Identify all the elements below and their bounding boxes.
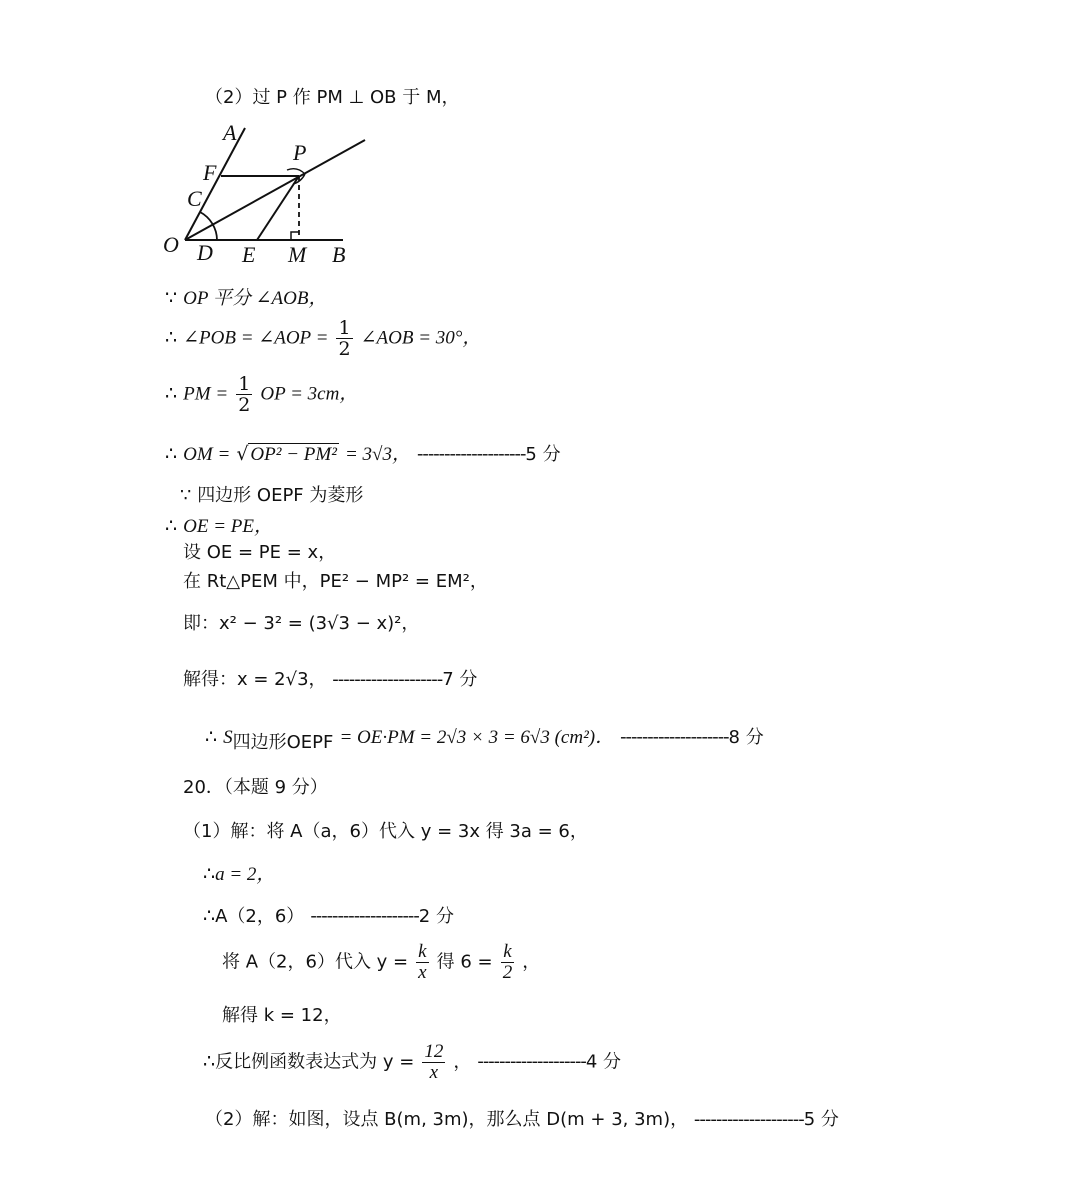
q20-function-expression: ∴反比例函数表达式为 y = $\frac{12}{x}$ ， --------------------4 分 (203, 1041, 622, 1083)
label-B: B (332, 242, 346, 267)
step-area: ∴ $S_{四边形OEPF} = OE\cdot PM = 2√3 \times 3 = 6√3$ (cm²)． --------------------8 分 (205, 726, 764, 753)
question-20-title: 20．（本题 9 分） (183, 777, 328, 798)
score-dashes: -------------------- (310, 905, 419, 927)
label-C: C (187, 186, 202, 211)
geometry-figure (155, 118, 385, 278)
q20-part1-substitute: （1）解：将 A（a，6）代入 y = 3x 得 3a = 6， (183, 821, 588, 842)
step-pythagoras: 在 Rt△PEM 中，PE² − MP² = EM²， (183, 571, 488, 592)
fraction-half: $\frac{1}{2}$ (338, 317, 351, 360)
label-D: D (197, 240, 213, 265)
q20-part2: （2）解：如图，设点 B(m, 3m)，那么点 D(m + 3, 3m)， --------------------5 分 (205, 1109, 839, 1130)
score-dashes: -------------------- (477, 1050, 586, 1073)
score-dashes: -------------------- (693, 1109, 804, 1130)
fraction-k-over-x: $\frac{k}{x}$ (418, 941, 427, 983)
step-oe-pe: ∴ OE = PE， (165, 515, 274, 537)
part2-intro: （2）过 P 作 PM ⊥ OB 于 M， (205, 87, 460, 108)
step-op-bisects: ∵ OP 平分 ∠AOB， (165, 287, 328, 309)
score-4: 4 分 (585, 1051, 622, 1073)
score-2: 2 分 (418, 906, 454, 927)
label-O: O (163, 232, 179, 257)
step-pm-length: ∴ PM = $\frac{1}{2}$ OP = 3cm， (165, 373, 359, 416)
score-dashes: -------------------- (332, 669, 443, 690)
label-A: A (223, 120, 237, 145)
label-P: P (293, 140, 307, 165)
fraction-k-over-2: $\frac{k}{2}$ (502, 941, 513, 983)
step-equation: 即：x² − 3² = (3√3 − x)²， (183, 613, 420, 634)
label-M: M (288, 242, 307, 267)
q20-k-value: 解得 k = 12， (222, 1005, 342, 1026)
score-5: 5 分 (525, 444, 561, 465)
fraction-12-over-x: $\frac{12}{x}$ (424, 1041, 444, 1083)
sqrt-expression: OP² − PM² (250, 444, 337, 465)
step-rhombus: ∵ 四边形 OEPF 为菱形 (180, 485, 364, 506)
q20-point-a: ∴A（2，6） --------------------2 分 (203, 905, 454, 927)
score-dashes: -------------------- (417, 443, 526, 465)
step-angle-30: ∴ ∠POB = ∠AOP = $\frac{1}{2}$ ∠AOB = 30°， (165, 317, 482, 360)
step-solve-x: 解得：x = 2√3， --------------------7 分 (183, 669, 478, 690)
score-7: 7 分 (442, 669, 478, 690)
step-om-length: ∴ OM = √ OP² − PM² = 3√3， --------------------5 分 (165, 443, 561, 465)
score-dashes: -------------------- (620, 726, 729, 748)
fraction-half: $\frac{1}{2}$ (238, 373, 251, 416)
score-5b: 5 分 (803, 1109, 839, 1130)
q20-substitute-k: 将 A（2，6）代入 y = $\frac{k}{x}$ 得 6 = $\frac{k}{2}$ ， (222, 941, 541, 983)
step-let-x: 设 OE = PE = x， (183, 542, 337, 563)
q20-a-value: ∴a = 2， (203, 863, 276, 885)
label-F: F (203, 160, 217, 185)
score-8: 8 分 (728, 727, 764, 748)
label-E: E (242, 242, 256, 267)
